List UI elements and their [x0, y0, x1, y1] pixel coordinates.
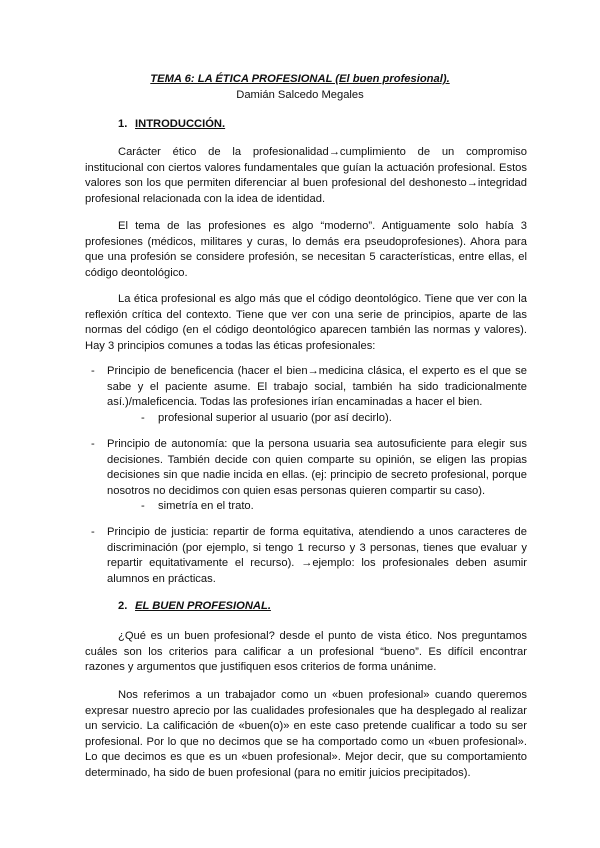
bullet-dash: - [141, 500, 145, 512]
principle-text: Principio de autonomía: que la persona usuaria sea autosuficiente para elegir sus decisiones. También decide con quien comparte su opinión, se eligen las propias decisiones sin que nadie incida en ellas. (ej: principio de secreto profesional, porque nosotros no decidimos con quien esas personas quieren compartir su caso). [107, 438, 527, 497]
paragraph: Carácter ético de la profesionalidad→cumplimiento de un compromiso institucional con ciertos valores fundamentales que guían la actuación profesional. Estos valores son los que permiten diferenciar al buen profesional del deshonesto→integridad profesional relacionada con la idea de identidad. [85, 146, 527, 205]
principle-text: Principio de justicia: repartir de forma equitativa, atendiendo a unos caracteres de discriminación (por ejemplo, si tengo 1 recurso y 3 personas, tienes que evaluar y repartir equitativamente el recurso). →ejemplo: los profesionales deben asumir alumnos en prácticas. [107, 526, 527, 585]
section-title: EL BUEN PROFESIONAL. [135, 600, 271, 612]
sub-item-text: profesional superior al usuario (por así decirlo). [158, 411, 392, 424]
section-number: 1. [118, 118, 128, 130]
bullet-dash: - [91, 526, 95, 538]
bullet-dash: - [91, 365, 95, 377]
section-heading-buen-profesional [118, 599, 271, 615]
bullet-dash: - [91, 438, 95, 450]
principle-list-item [91, 364, 527, 426]
paragraph: Nos referimos a un trabajador como un «buen profesional» cuando queremos expresar nuestro aprecio por las cualidades profesionales que ha desplegado al realizar un servicio. La calificación de «buen(o)» en este caso pretende cualificar a todo su ser profesional. Por lo que no decimos que se ha comportado como un «buen profesional». Lo que decimos es que es un «buen profesional». Mejor decir, que su comportamiento determinado, ha sido de buen profesional (para no emitir juicios precipitados). [85, 689, 527, 779]
paragraph: ¿Qué es un buen profesional? desde el punto de vista ético. Nos preguntamos cuáles son los criterios para calificar a un profesional “bueno”. Es difícil encontrar razones y argumentos que justifiquen esos criterios de forma unánime. [85, 630, 527, 673]
section-number: 2. [118, 600, 128, 612]
paragraph: El tema de las profesiones es algo “moderno”. Antiguamente solo había 3 profesiones (médicos, militares y curas, lo demás era pseudoprofesiones). Ahora para que una profesión se considere profesión, se necesitan 5 características, entre ellas, el código deontológico. [85, 220, 527, 279]
principle-list-item [91, 525, 527, 587]
document-title: TEMA 6: LA ÉTICA PROFESIONAL (El buen profesional). [150, 73, 450, 85]
document-author: Damián Salcedo Megales [236, 89, 364, 101]
paragraph: La ética profesional es algo más que el código deontológico. Tiene que ver con la reflexión crítica del contexto. Tiene que ver con una serie de principios, aparte de las normas del código (en el código deontológico aparecen también las normas y valores). Hay 3 principios comunes a todas las éticas profesionales: [85, 293, 527, 352]
principle-list-item [91, 437, 527, 515]
sub-list-item [141, 411, 527, 427]
sub-list-item [141, 499, 527, 515]
section-heading-introduccion [118, 117, 225, 133]
principle-text: Principio de beneficencia (hacer el bien→medicina clásica, el experto es el que se sabe y el paciente asume. El trabajo social, también ha sido tradicionalmente así.)/maleficencia. Todas las profesiones irían encaminadas a hacer el bien. [107, 365, 527, 408]
section-title: INTRODUCCIÓN. [135, 118, 226, 130]
bullet-dash: - [141, 411, 145, 424]
sub-item-text: simetría en el trato. [158, 500, 254, 512]
